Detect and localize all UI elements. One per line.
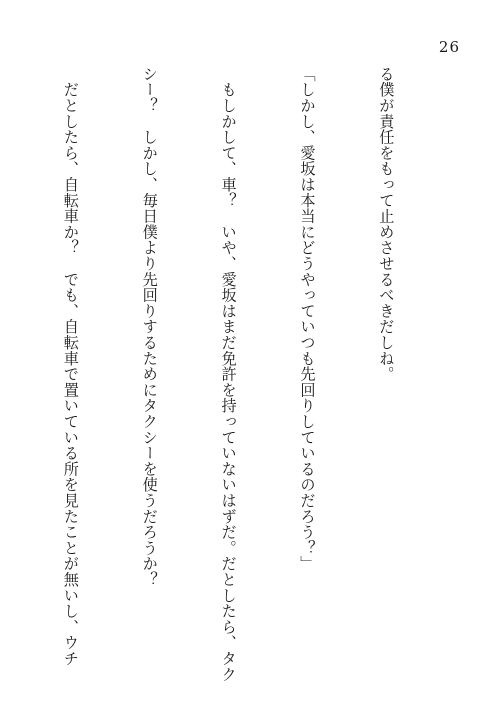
text-line: だとしたら、自転車か？ でも、自転車で置いている所を見たことが無いし、ウチ: [61, 66, 80, 667]
text-line: [0, 66, 5, 666]
text-line: 「しかし、愛坂は本当にどうやっていつも先回りしているのだろう？」: [298, 66, 317, 572]
text-line: もしかして、車？ いや、愛坂はまだ免許を持っていないはずだ。だとしたら、タク: [219, 66, 238, 683]
vertical-text-body: [32, 66, 452, 683]
text-line: る僕が責任をもって止めさせるべきだしね。: [377, 66, 396, 382]
page-number: 26: [438, 38, 460, 56]
text-line: シー？ しかし、毎日僕より先回りするためにタクシーを使うだろうか？: [140, 66, 159, 588]
